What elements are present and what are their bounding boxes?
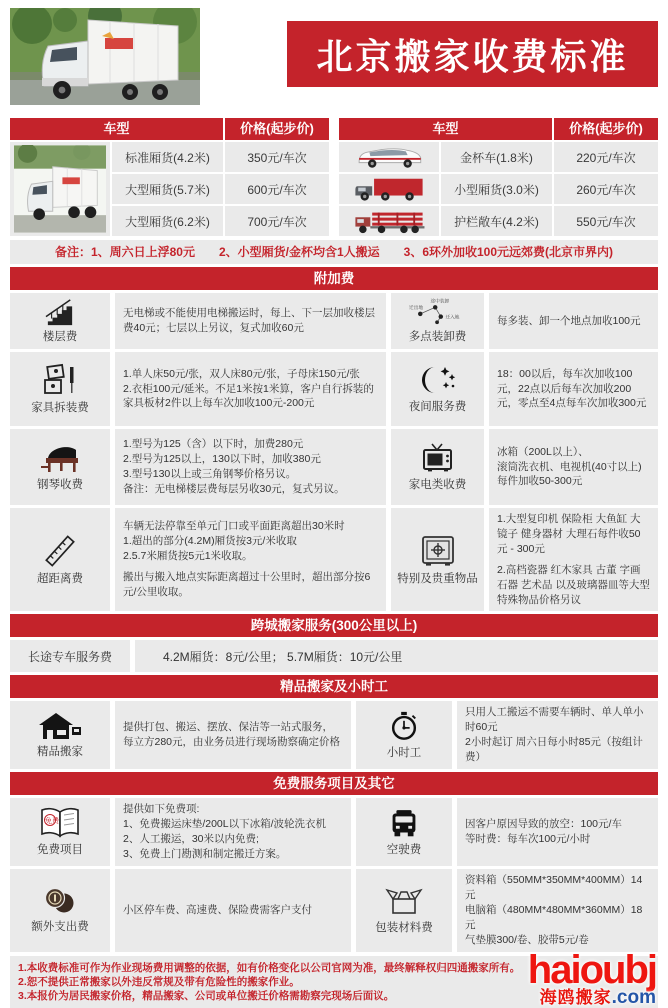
vehicle-price: 700元/车次 [225,206,329,236]
footer [10,947,658,1008]
vehicle-name: 小型厢货(3.0米) [441,174,552,204]
fee-line: 气垫膜300/卷、胶带5元/卷 [465,933,589,946]
truck-front-icon [385,807,423,839]
fee-line: 2小时起订 周六日每小时85元（按组计费） [465,736,643,764]
price-header: 价格(起步价) [225,118,329,140]
piano-fee-text [115,429,386,505]
footer-note: 1.本收费标准可作为作业现场费用调整的依据，如有价格变化以公司官网为准，最终解释权归四通搬家所有。 [18,961,521,974]
extra-cost-cell [10,869,110,952]
stairs-icon [41,298,79,326]
svg-text:免费: 免费 [45,818,59,826]
fee-line: 1、免费搬运床垫/200L以下冰箱/波轮洗衣机 [123,818,327,831]
fee-line: 无电梯或不能使用电梯搬运时，每上、下一层加收楼层费40元；七层以上另议，复式加收60元 [123,307,375,334]
surcharge-banner: 附加费 [10,267,658,290]
empty-run-fee-cell [356,798,452,866]
fee-line: 2.型号为125以上，130以下时，加收380元 [123,453,321,466]
floor-fee-text [115,293,386,349]
fee-line: 每件加收50-300元 [497,475,583,488]
logo-chinese-name: 海鸥搬家 [539,987,612,1007]
open-box-icon [384,885,424,917]
furniture-disassembly-icon [40,363,80,397]
price-header: 价格(起步价) [554,118,658,140]
distance-fee-text [115,508,386,611]
fee-line: 车辆无法停靠至单元门口或平面距离超出30米时 [123,520,345,533]
intercity-label: 长途专车服务费 [10,640,130,672]
fee-line: 电脑箱（480MM*480MM*360MM）18元 [465,903,643,931]
fee-line: 搬出与搬入地点实际距离超过十公里时，超出部分按6元/公里收取。 [123,571,371,599]
svg-text:迁入地: 迁入地 [444,314,459,320]
piano-icon [38,442,82,474]
van-image [339,142,439,172]
free-row [10,869,658,952]
vehicle-price: 600元/车次 [225,174,329,204]
fee-line: 2、人工搬运，30米以内免费; [123,833,259,846]
hourly-worker-text [457,701,658,769]
fee-line: 备注：无电梯楼层费每层另收30元，复式另议。 [123,482,345,495]
free-row [10,798,658,866]
tv-icon [418,442,458,474]
furniture-fee-text [115,352,386,426]
multi-point-fee-text [489,293,658,349]
valuables-fee-text [489,508,658,611]
logo-wordmark: haioubj [527,947,656,992]
intercity-banner: 跨城搬家服务(300公里以上) [10,614,658,637]
fee-line: 2.5.7米厢货按5元1米收取。 [123,550,253,563]
night-fee-cell [391,352,484,426]
packing-material-text [457,869,658,952]
fee-label: 空驶费 [386,844,422,857]
vehicle-name: 大型厢货(5.7米) [112,174,223,204]
fee-line: 滚筒洗衣机、电视机(40寸以上) [497,460,642,473]
box-truck-image [339,174,439,204]
footer-note: 2.恕不提供正常搬家以外违反常规及带有危险性的搬家作业。 [18,975,300,988]
appliance-fee-text [489,429,658,505]
house-icon [39,711,81,741]
price-note: 备注：1、周六日上浮80元 2、小型厢货/金杯均含1人搬运 3、6环外加收100元远郊费(北京市界内) [10,240,658,264]
fee-line: 2.高档瓷器 红木家具 古董 字画 石器 艺术品 以及玻璃器皿等大型特殊物品价格另议 [497,563,650,606]
free-items-text [115,798,351,866]
intercity-text: 4.2M厢货：8元/公里； 5.7M厢货：10元/公里 [135,640,658,672]
truck-photo [10,8,200,105]
fee-label: 免费项目 [37,844,83,857]
premium-banner: 精品搬家及小时工 [10,675,658,698]
fee-label: 精品搬家 [37,746,83,759]
valuables-fee-cell [391,508,484,611]
vehicle-price: 350元/车次 [225,142,329,172]
premium-move-cell [10,701,110,769]
price-tables [10,118,658,236]
vehicle-header: 车型 [10,118,223,140]
fee-label: 额外支出费 [31,921,89,934]
fee-line: 每多装、卸一个地点加收100元 [497,314,641,327]
moon-stars-icon [418,364,458,396]
surcharge-row [10,352,658,426]
fee-line: 3、免费上门勘测和制定搬迁方案。 [123,847,287,860]
fee-label: 钢琴收费 [37,479,83,491]
vehicle-header: 车型 [339,118,552,140]
fee-line: 1.单人床50元/张，双人床80元/张，子母床150元/张 [123,367,360,380]
appliance-fee-cell [391,429,484,505]
free-items-cell [10,798,110,866]
free-banner: 免费服务项目及其它 [10,772,658,795]
fee-line: 等时费：每车次100元/小时 [465,833,591,846]
fee-label: 家具拆装费 [31,402,89,414]
svg-text:迁出地: 迁出地 [408,305,423,311]
extra-cost-text [115,869,351,952]
surcharge-row [10,429,658,505]
svg-text:途中装卸: 途中装卸 [430,298,449,304]
vehicle-name: 金杯车(1.8米) [441,142,552,172]
multi-point-fee-cell [391,293,484,349]
fee-label: 小时工 [386,747,422,760]
vehicle-price: 220元/车次 [554,142,658,172]
premium-row [10,701,658,769]
fee-line: 资料箱（550MM*350MM*400MM）14元 [465,874,643,901]
fee-line: 18：00以后，每车次加收100元，22点以后每车次加收200元，零点至4点每车次加收300元 [497,367,647,410]
premium-move-text [115,701,351,769]
fee-line: 3.型号130以上或三角钢琴价格另议。 [123,468,297,480]
footer-note: 3.本报价为居民搬家价格，精品搬家、公司或单位搬迁价格需勘察完现场后面议。 [18,989,395,1002]
fee-line: 1.大型复印机 保险柜 大鱼缸 大镜子 健身器材 大理石每件收50元 - 300元 [497,513,641,555]
hourly-worker-cell [356,701,452,769]
ruler-icon [40,534,80,568]
fee-label: 特别及贵重物品 [397,572,478,585]
company-logo [527,947,656,1008]
coins-icon [42,886,78,916]
fee-line: 提供打包、搬运、摆放、保洁等一站式服务，每立方280元，由业务员进行现场勘察确定价格 [123,721,341,749]
fee-label: 超距离费 [37,572,83,585]
open-book-icon [39,807,81,839]
fee-label: 多点装卸费 [408,331,467,343]
fee-line: 1.型号为125（含）以下时，加费280元 [123,438,304,451]
fee-line: 提供如下免费项: [123,803,200,816]
distance-fee-cell [10,508,110,611]
header [10,8,658,105]
vehicle-price: 260元/车次 [554,174,658,204]
fee-line: 冰箱（200L以上）、 [497,445,589,458]
packing-material-cell [356,869,452,952]
fee-line: 小区停车费、高速费、保险费需客户支付 [123,903,312,916]
fee-line: 因客户原因导致的放空：100元/车 [465,818,622,831]
fee-line: 只用人工搬运不需要车辆时、单人单小时60元 [465,706,644,734]
logo-tld: .com [611,986,656,1008]
vehicle-name: 标准厢货(4.2米) [112,142,223,172]
flatbed-truck-image [339,206,439,236]
logo-subline [528,988,656,1007]
fee-label: 夜间服务费 [408,401,467,413]
vehicle-name: 护栏敞车(4.2米) [441,206,552,236]
night-fee-text [489,352,658,426]
fee-line: 1.超出的部分(4.2M)厢货按3元/米收取 [123,535,297,548]
surcharge-row [10,293,658,349]
fee-line: 2.衣柜100元/延米。不足1米按1米算，客户自行拆装的家具板材2件以上每车次加收100元-200元 [123,382,374,410]
surcharge-row [10,508,658,611]
safe-icon [418,534,458,568]
price-table-right [339,118,658,236]
piano-fee-cell [10,429,110,505]
fee-label: 楼层费 [42,331,78,343]
price-table-left [10,118,329,236]
stopwatch-icon [388,710,420,742]
furniture-fee-cell [10,352,110,426]
standard-truck-image [10,142,110,236]
vehicle-name: 大型厢货(6.2米) [112,206,223,236]
empty-run-fee-text [457,798,658,866]
fee-label: 家电类收费 [408,479,467,491]
fee-label: 包装材料费 [375,922,433,935]
multi-point-icon [406,298,470,326]
intercity-row [10,640,658,672]
floor-fee-cell [10,293,110,349]
vehicle-price: 550元/车次 [554,206,658,236]
page-title: 北京搬家收费标准 [287,21,658,87]
